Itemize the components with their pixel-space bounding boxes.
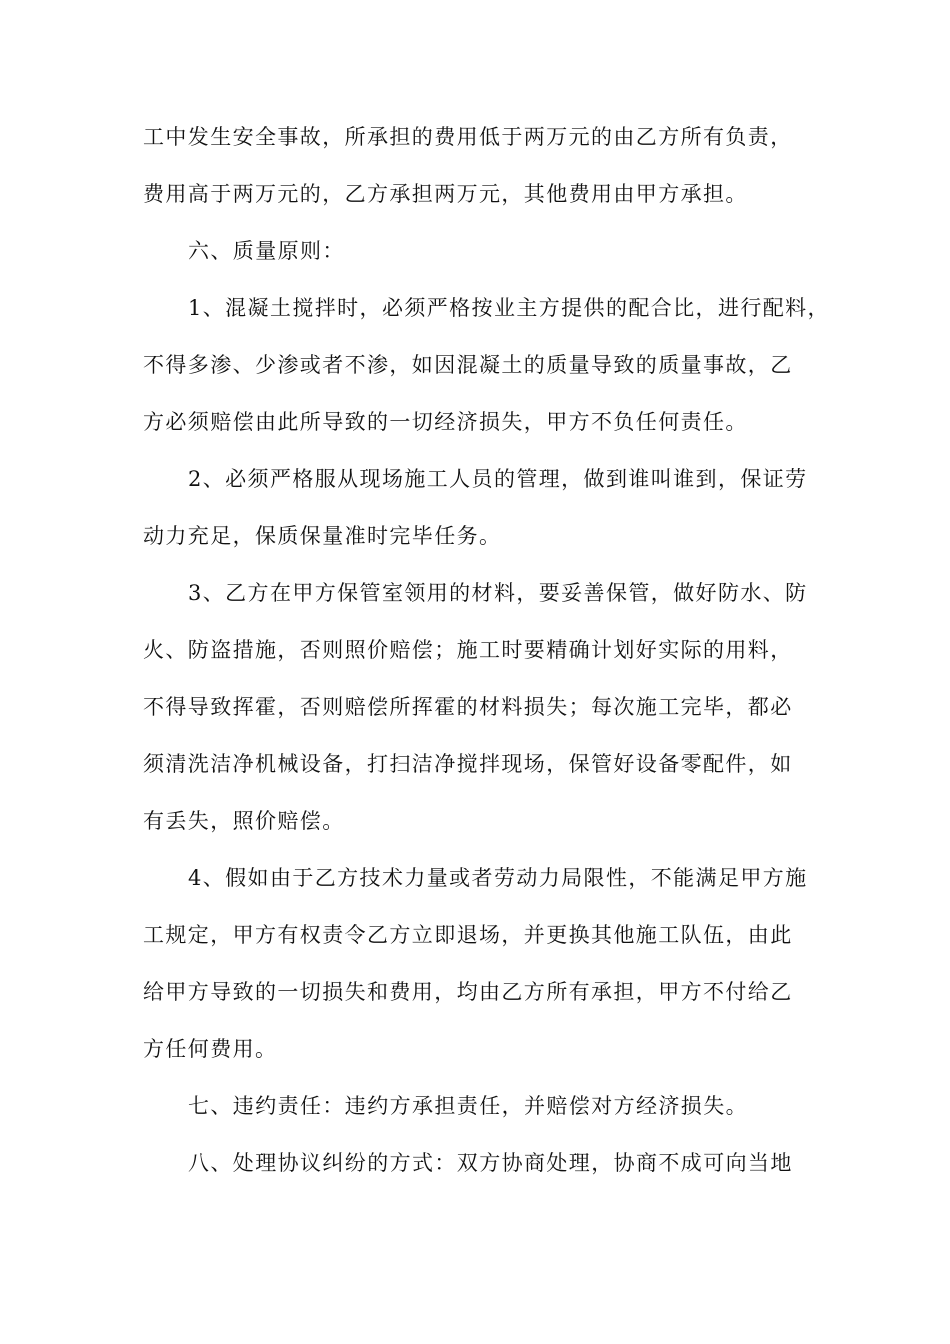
section-heading-dispute: 八、处理协议纠纷的方式：双方协商处理，协商不成可向当地 — [188, 1151, 793, 1175]
paragraph-line: 给甲方导致的一切损失和费用，均由乙方所有承担，甲方不付给乙 — [143, 980, 793, 1004]
paragraph-line: 须清洗洁净机械设备，打扫洁净搅拌现场，保管好设备零配件，如 — [143, 752, 793, 776]
paragraph-line: 4、假如由于乙方技术力量或者劳动力局限性，不能满足甲方施 — [188, 866, 808, 890]
paragraph-line: 工中发生安全事故，所承担的费用低于两万元的由乙方所有负责， — [143, 125, 793, 149]
paragraph-line: 火、防盗措施，否则照价赔偿；施工时要精确计划好实际的用料， — [143, 638, 793, 662]
paragraph-line: 不得多渗、少渗或者不渗，如因混凝土的质量导致的质量事故，乙 — [143, 353, 793, 377]
paragraph-line: 方任何费用。 — [143, 1037, 278, 1061]
paragraph-line: 动力充足，保质保量准时完毕任务。 — [143, 524, 502, 548]
paragraph-line: 方必须赔偿由此所导致的一切经济损失，甲方不负任何责任。 — [143, 410, 748, 434]
section-heading-breach: 七、违约责任：违约方承担责任，并赔偿对方经济损失。 — [188, 1094, 748, 1118]
section-heading-quality: 六、质量原则： — [188, 239, 345, 263]
paragraph-line: 费用高于两万元的，乙方承担两万元，其他费用由甲方承担。 — [143, 182, 748, 206]
paragraph-line: 2、必须严格服从现场施工人员的管理，做到谁叫谁到，保证劳 — [188, 467, 808, 491]
paragraph-line: 1、混凝土搅拌时，必须严格按业主方提供的配合比，进行配料， — [188, 296, 830, 320]
paragraph-line: 工规定，甲方有权责令乙方立即退场，并更换其他施工队伍，由此 — [143, 923, 793, 947]
paragraph-line: 有丢失，照价赔偿。 — [143, 809, 345, 833]
paragraph-line: 不得导致挥霍，否则赔偿所挥霍的材料损失；每次施工完毕，都必 — [143, 695, 793, 719]
paragraph-line: 3、乙方在甲方保管室领用的材料，要妥善保管，做好防水、防 — [188, 581, 808, 605]
